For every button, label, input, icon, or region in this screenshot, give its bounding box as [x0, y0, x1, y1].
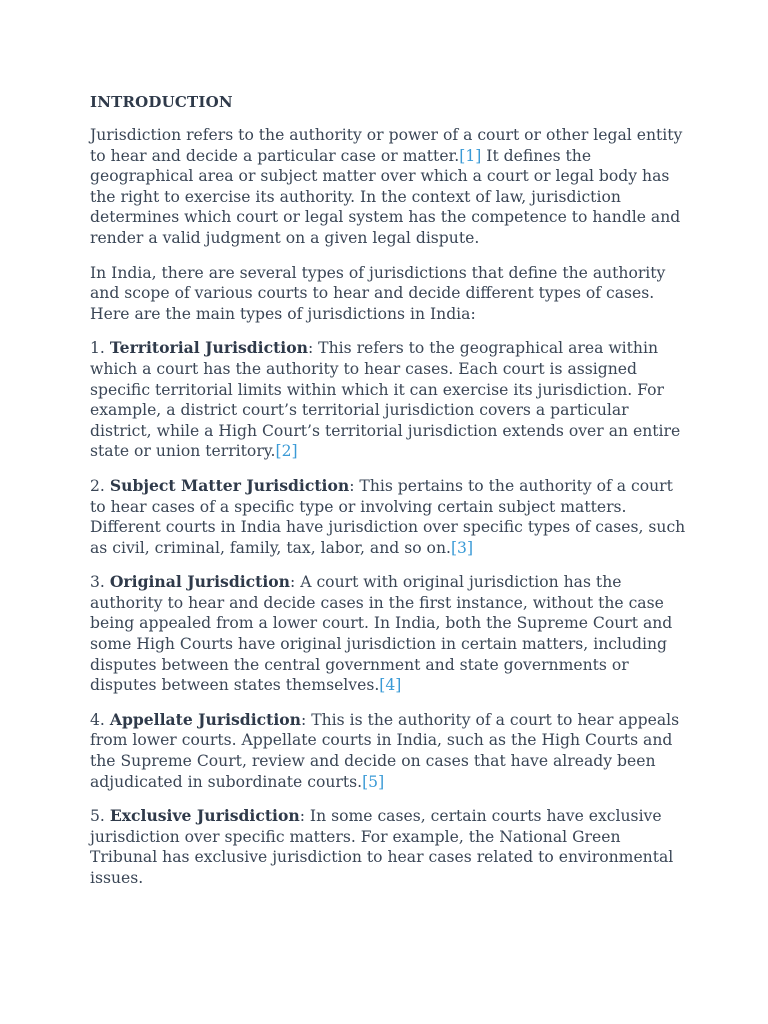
- intro-paragraph-1: [90, 125, 690, 249]
- list-item-text: : This is the authority of a court to hear appeals from lower courts. Appellate courts in India, such as the High Courts and the Supreme Court, review and decide on cases that have already been adjudicated in subordinate courts.: [90, 710, 680, 791]
- intro-paragraph-1-text-after: It defines the geographical area or subject matter over which a court or legal body has the right to exercise its authority. In the context of law, jurisdiction determines which court or legal system has the competence to handle and render a valid judgment on a given legal dispute.: [90, 146, 681, 247]
- list-item-number: 4.: [90, 710, 110, 729]
- list-item-subject-matter: [90, 476, 690, 558]
- list-item-text: : This refers to the geographical area within which a court has the authority to hear cases. Each court is assigned specific territorial limits within which it can exercise its jurisdiction. For example, a district court’s territorial jurisdiction covers a particular district, while a High Court’s territorial jurisdiction extends over an entire state or union territory.: [90, 339, 681, 461]
- list-item-exclusive: [90, 806, 690, 888]
- list-item-text: : A court with original jurisdiction has the authority to hear and decide cases in the first instance, without the case being appealed from a lower court. In India, both the Supreme Court and some High Courts have original jurisdiction in certain matters, including disputes between the central government and state governments or disputes between states themselves.: [90, 573, 673, 695]
- list-item-text: : This pertains to the authority of a court to hear cases of a specific type or involving certain subject matters. Different courts in India have jurisdiction over specific types of cases, such as civil, criminal, family, tax, labor, and so on.: [90, 476, 686, 557]
- list-item-term: Subject Matter Jurisdiction: [109, 475, 350, 495]
- intro-paragraph-2: In India, there are several types of jurisdictions that define the authority and scope of various courts to hear and decide different types of cases. Here are the main types of jurisdictions in India:: [90, 263, 666, 323]
- footnote-reference-1[interactable]: [1]: [459, 146, 482, 165]
- list-item-number: 2.: [90, 476, 110, 495]
- list-item-term: Exclusive Jurisdiction: [109, 806, 300, 826]
- footnote-reference-4[interactable]: [4]: [379, 676, 402, 695]
- list-item-term: Territorial Jurisdiction: [109, 338, 308, 358]
- list-item-number: 1.: [90, 339, 110, 358]
- list-item-term: Original Jurisdiction: [109, 572, 291, 592]
- list-item-term: Appellate Jurisdiction: [109, 709, 301, 729]
- list-item-text: : In some cases, certain courts have exclusive jurisdiction over specific matters. For example, the National Green Tribunal has exclusive jurisdiction to hear cases related to environmental issues.: [90, 807, 674, 887]
- list-item-territorial: [90, 338, 690, 462]
- document-page: [90, 92, 690, 903]
- section-heading: INTRODUCTION: [90, 93, 233, 111]
- footnote-reference-5[interactable]: [5]: [362, 772, 385, 791]
- footnote-reference-3[interactable]: [3]: [450, 538, 474, 557]
- list-item-number: 3.: [90, 573, 110, 592]
- intro-paragraph-1-text-before: Jurisdiction refers to the authority or power of a court or other legal entity to hear and decide a particular case or matter.: [90, 126, 683, 165]
- list-item-appellate: [90, 710, 690, 792]
- list-item-number: 5.: [90, 807, 110, 826]
- list-item-original: [90, 572, 690, 696]
- footnote-reference-2[interactable]: [2]: [275, 442, 298, 461]
